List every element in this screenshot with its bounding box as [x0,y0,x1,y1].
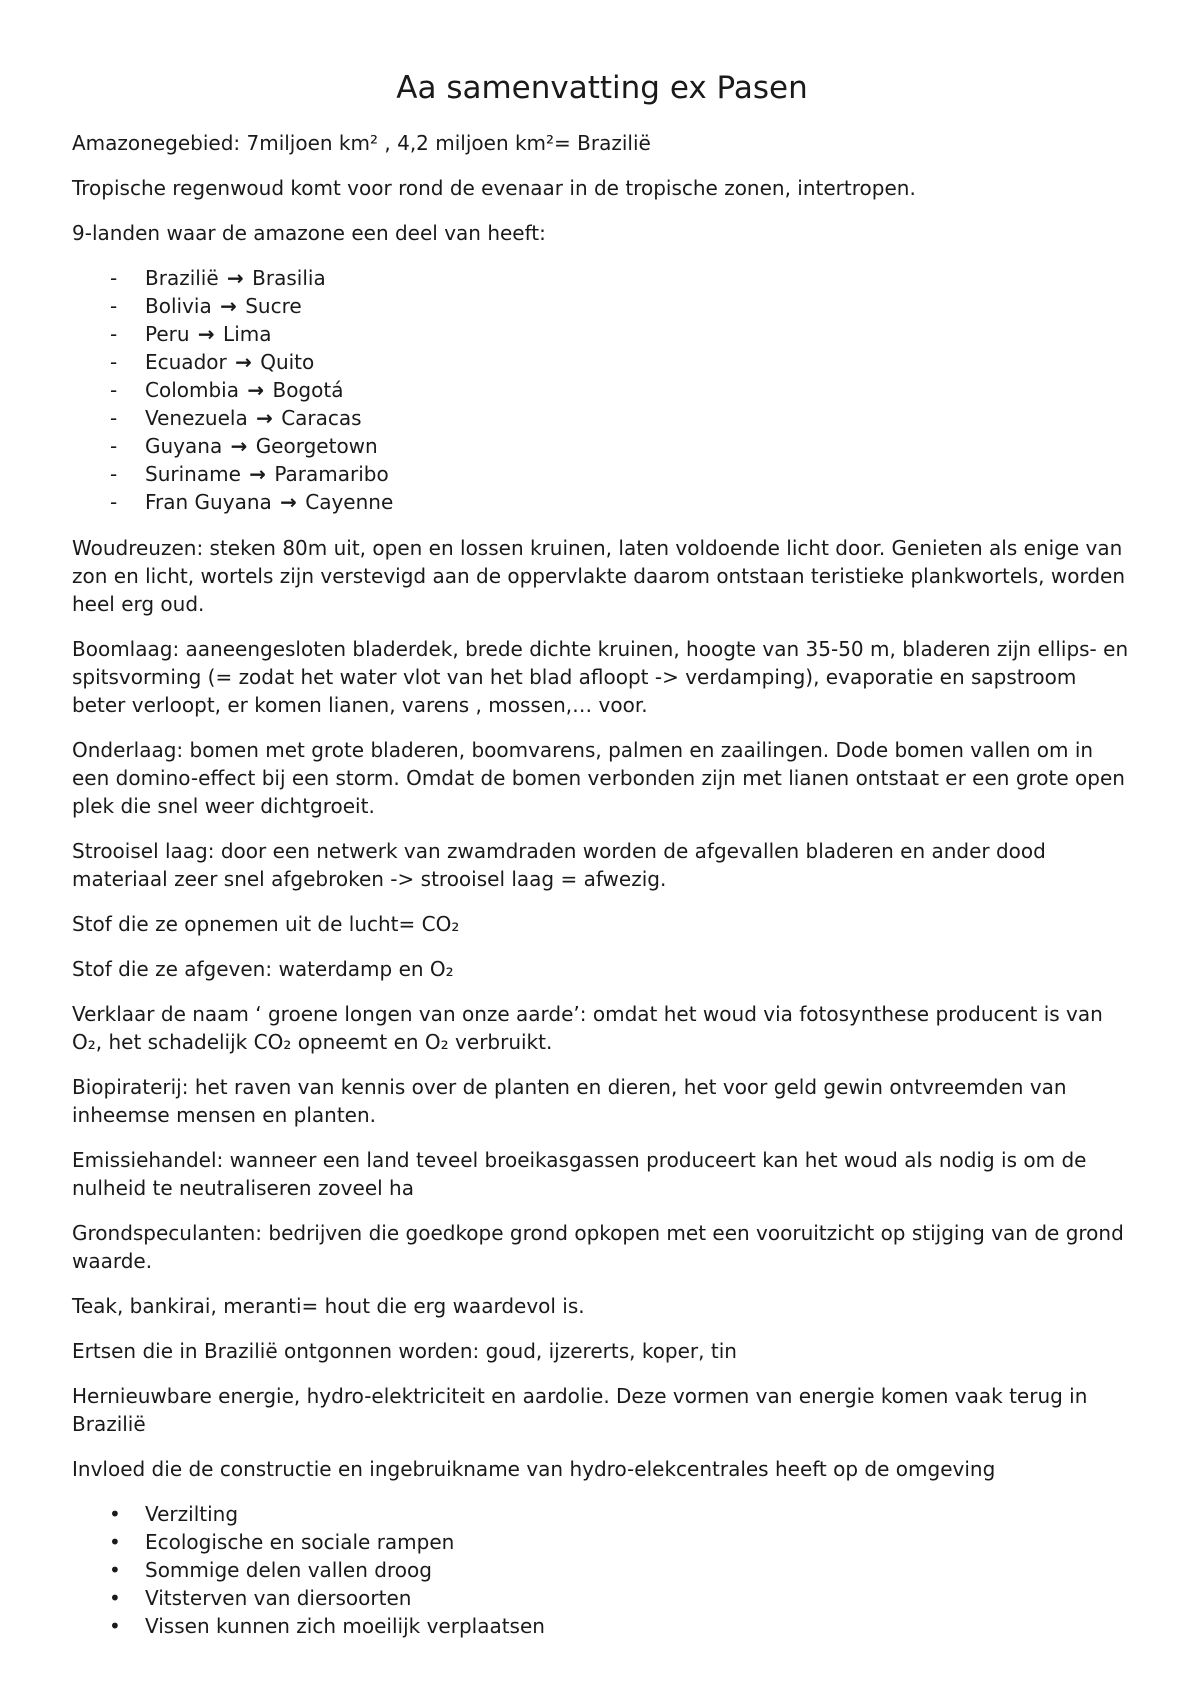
paragraph-grondspeculanten: Grondspeculanten: bedrijven die goedkope grond opkopen met een vooruitzicht op stijging van de grond waarde. [72,1221,1124,1274]
paragraph-rainforest-location: Tropische regenwoud komt voor rond de evenaar in de tropische zonen, intertropen. [72,176,916,201]
list-item [72,376,1132,404]
country-name: Suriname [145,462,241,487]
paragraph-strooisel-laag: Strooisel laag: door een netwerk van zwamdraden worden de afgevallen bladeren en ander dood materiaal zeer snel afgebroken -> strooisel laag = afwezig. [72,839,1046,892]
list-item [72,460,1132,488]
country-name: Brazilië [145,266,219,291]
list-item: • Sommige delen vallen droog [72,1556,1132,1584]
list-item [72,292,1132,320]
country-name: Colombia [145,378,239,403]
country-name: Ecuador [145,350,227,375]
paragraph-amazone-area: Amazonegebied: 7miljoen km² , 4,2 miljoen km²= Brazilië [72,131,651,156]
arrow-icon: → [249,462,266,487]
country-name: Fran Guyana [145,490,272,515]
arrow-icon: → [280,490,297,515]
paragraph-biopiraterij: Biopiraterij: het raven van kennis over de planten en dieren, het voor geld gewin ontvreemden van inheemse mensen en planten. [72,1075,1067,1128]
paragraph-invloed: Invloed die de constructie en ingebruikname van hydro-elekcentrales heeft op de omgeving [72,1457,996,1482]
country-name: Peru [145,322,190,347]
paragraph-hout: Teak, bankirai, meranti= hout die erg waardevol is. [72,1294,585,1319]
capital-name: Brasilia [252,266,326,291]
capital-name: Paramaribo [274,462,389,487]
countries-list [72,264,1132,516]
paragraph-countries-intro: 9-landen waar de amazone een deel van heeft: [72,221,546,246]
arrow-icon: → [235,350,252,375]
paragraph-onderlaag: Onderlaag: bomen met grote bladeren, boomvarens, palmen en zaailingen. Dode bomen vallen om in een domino-effect bij een storm. Omdat de bomen verbonden zijn met lianen ontstaat er een grote open plek die snel weer dichtgroeit. [72,738,1125,819]
paragraph-boomlaag: Boomlaag: aaneengesloten bladerdek, brede dichte kruinen, hoogte van 35-50 m, bladeren zijn ellips- en spitsvorming (= zodat het water vlot van het blad afloopt -> verdamping), evaporatie en sapstroom beter verloopt, er komen lianen, varens , mossen,… voor. [72,637,1129,718]
paragraph-energie: Hernieuwbare energie, hydro-elektriciteit en aardolie. Deze vormen van energie komen vaak terug in Brazilië [72,1384,1088,1437]
arrow-icon: → [197,322,215,347]
effects-list [72,1500,1132,1640]
capital-name: Cayenne [305,490,394,515]
arrow-icon: → [230,434,248,459]
arrow-icon: → [227,266,244,291]
arrow-icon: → [247,378,265,403]
list-item [72,404,1132,432]
paragraph-groene-longen: Verklaar de naam ‘ groene longen van onze aarde’: omdat het woud via fotosynthese producent is van O₂, het schadelijk CO₂ opneemt en O₂ verbruikt. [72,1002,1103,1055]
paragraph-woudreuzen: Woudreuzen: steken 80m uit, open en lossen kruinen, laten voldoende licht door. Genieten als enige van zon en licht, wortels zijn verstevigd aan de oppervlakte daarom ontstaan teristieke plankwortels, worden heel erg oud. [72,536,1126,617]
capital-name: Sucre [245,294,302,319]
list-item [72,320,1132,348]
arrow-icon: → [220,294,237,319]
capital-name: Quito [260,350,315,375]
capital-name: Caracas [281,406,362,431]
list-item [72,432,1132,460]
arrow-icon: → [256,406,273,431]
paragraph-emissiehandel: Emissiehandel: wanneer een land teveel broeikasgassen produceert kan het woud als nodig is om de nulheid te neutraliseren zoveel ha [72,1148,1087,1201]
list-item: • Verzilting [72,1500,1132,1528]
document-page [72,70,1132,1658]
paragraph-ertsen: Ertsen die in Brazilië ontgonnen worden: goud, ijzererts, koper, tin [72,1339,737,1364]
list-item: • Ecologische en sociale rampen [72,1528,1132,1556]
document-title: Aa samenvatting ex Pasen [396,70,808,106]
list-item [72,264,1132,292]
list-item [72,348,1132,376]
country-name: Guyana [145,434,223,459]
paragraph-stof-afgeven: Stof die ze afgeven: waterdamp en O₂ [72,957,454,982]
list-item [72,488,1132,516]
capital-name: Georgetown [255,434,378,459]
list-item: • Vissen kunnen zich moeilijk verplaatsen [72,1612,1132,1640]
country-name: Bolivia [145,294,219,319]
capital-name: Bogotá [272,378,344,403]
country-name: Venezuela [145,406,248,431]
paragraph-stof-opnemen: Stof die ze opnemen uit de lucht= CO₂ [72,912,460,937]
capital-name: Lima [223,322,272,347]
list-item: • Vitsterven van diersoorten [72,1584,1132,1612]
